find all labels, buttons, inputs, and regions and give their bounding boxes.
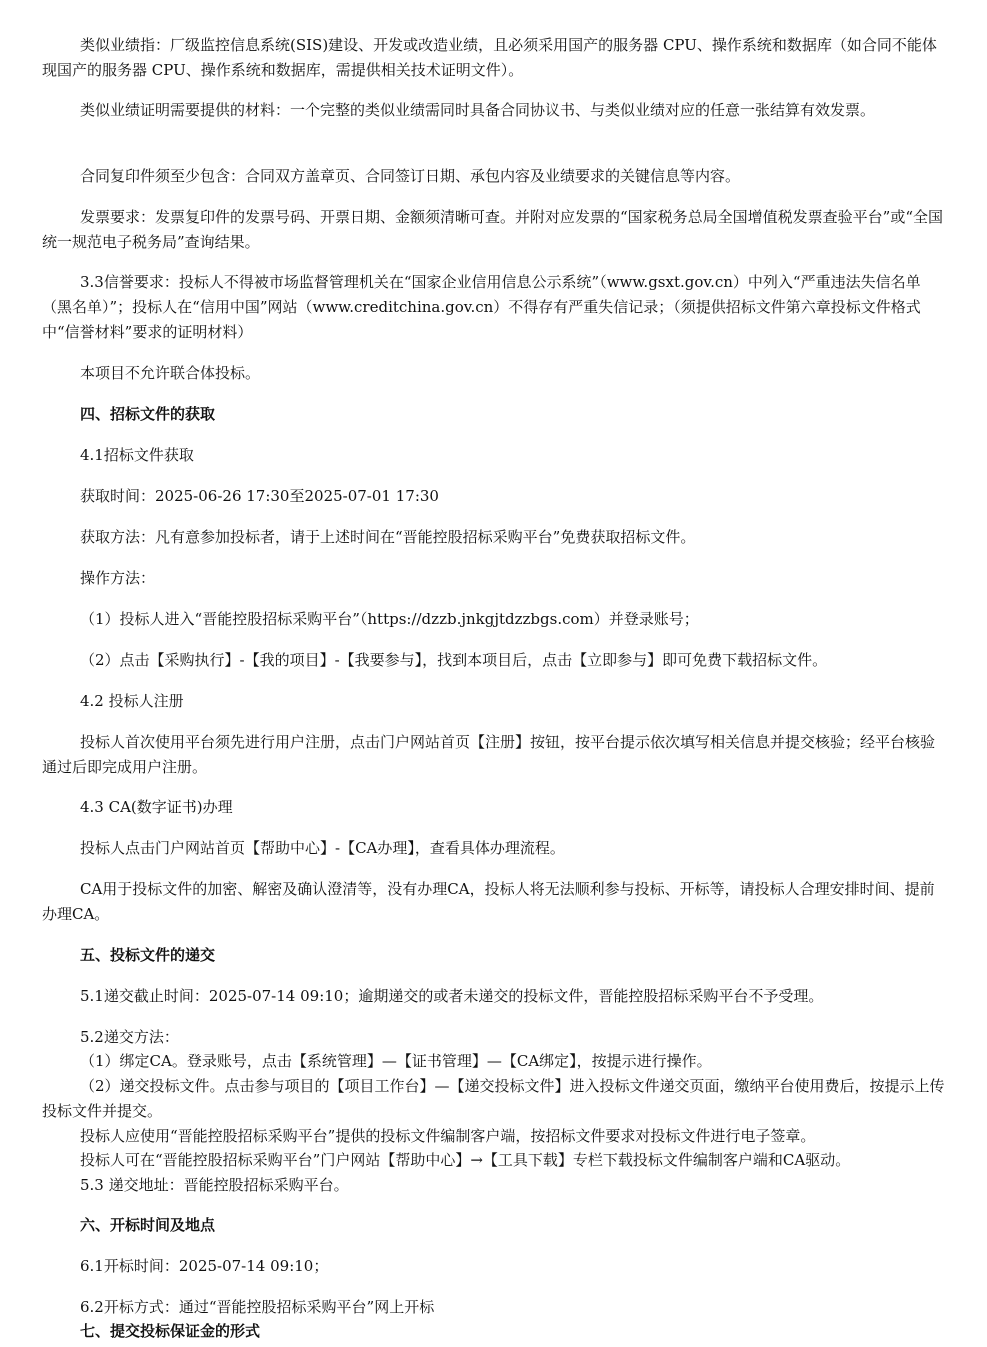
paragraph-invoice-requirements: 发票要求：发票复印件的发票号码、开票日期、金额须清晰可查。并附对应发票的“国家税务总局全国增值税发票查验平台”或“全国统一规范电子税务局”查询结果。 bbox=[42, 208, 944, 251]
heading-section-7: 七、提交投标保证金的形式 bbox=[80, 1322, 261, 1340]
paragraph-registration: 投标人首次使用平台须先进行用户注册，点击门户网站首页【注册】按钮，按平台提示依次填写相关信息并提交核验；经平台核验通过后即完成用户注册。 bbox=[42, 733, 936, 776]
paragraph-acquisition-method: 获取方法：凡有意参加投标者，请于上述时间在“晋能控股招标采购平台”免费获取招标文件。 bbox=[80, 528, 696, 546]
paragraph-performance-proof-materials: 类似业绩证明需要提供的材料：一个完整的类似业绩需同时具备合同协议书、与类似业绩对应的任意一张结算有效发票。 bbox=[80, 101, 876, 119]
paragraph-ca-process: 投标人点击门户网站首页【帮助中心】-【CA办理】，查看具体办理流程。 bbox=[80, 839, 565, 857]
subheading-4-3: 4.3 CA(数字证书)办理 bbox=[80, 798, 233, 816]
paragraph-tool-download: 投标人可在“晋能控股招标采购平台”门户网站【帮助中心】→【工具下载】专栏下载投标文件编制客户端和CA驱动。 bbox=[80, 1151, 851, 1169]
heading-section-6: 六、开标时间及地点 bbox=[80, 1216, 216, 1234]
paragraph-operation-method: 操作方法： bbox=[80, 569, 156, 587]
paragraph-opening-time: 6.1开标时间：2025-07-14 09:10； bbox=[80, 1257, 329, 1275]
paragraph-submission-deadline: 5.1递交截止时间：2025-07-14 09:10；逾期递交的或者未递交的投标文件，晋能控股招标采购平台不予受理。 bbox=[80, 987, 824, 1005]
paragraph-client-signature: 投标人应使用“晋能控股招标采购平台”提供的投标文件编制客户端，按招标文件要求对投标文件进行电子签章。 bbox=[80, 1127, 816, 1145]
paragraph-acquisition-time: 获取时间：2025-06-26 17:30至2025-07-01 17:30 bbox=[80, 487, 439, 505]
paragraph-bind-ca: （1）绑定CA。登录账号，点击【系统管理】—【证书管理】—【CA绑定】，按提示进行操作。 bbox=[80, 1052, 712, 1070]
paragraph-submit-bid: （2）递交投标文件。点击参与项目的【项目工作台】—【递交投标文件】进入投标文件递交页面，缴纳平台使用费后，按提示上传投标文件并提交。 bbox=[42, 1077, 945, 1120]
paragraph-no-consortium: 本项目不允许联合体投标。 bbox=[80, 364, 261, 382]
paragraph-step-1-login: （1）投标人进入“晋能控股招标采购平台”（https://dzzb.jnkgjtdzzbgs.com）并登录账号； bbox=[80, 610, 699, 628]
paragraph-credit-requirements: 3.3信誉要求：投标人不得被市场监督管理机关在“国家企业信用信息公示系统”（www.gsxt.gov.cn）中列入“严重违法失信名单（黑名单）”；投标人在“信用中国”网站（www.creditchina.gov.cn）不得存有严重失信记录；（须提供招标文件第六章投标文件格式中“信誉材料”要求的证明材料） bbox=[42, 273, 921, 341]
paragraph-similar-performance-definition: 类似业绩指：厂级监控信息系统(SIS)建设、开发或改造业绩，且必须采用国产的服务器 CPU、操作系统和数据库（如合同不能体现国产的服务器 CPU、操作系统和数据库，需提供相关技术证明文件）。 bbox=[42, 36, 937, 79]
heading-section-5: 五、投标文件的递交 bbox=[80, 946, 216, 964]
subheading-5-2: 5.2递交方法： bbox=[80, 1028, 179, 1046]
paragraph-contract-copy-requirements: 合同复印件须至少包含：合同双方盖章页、合同签订日期、承包内容及业绩要求的关键信息等内容。 bbox=[80, 167, 741, 185]
heading-section-4: 四、招标文件的获取 bbox=[80, 405, 216, 423]
subheading-4-2: 4.2 投标人注册 bbox=[80, 692, 184, 710]
paragraph-step-2-download: （2）点击【采购执行】-【我的项目】-【我要参与】，找到本项目后，点击【立即参与】即可免费下载招标文件。 bbox=[80, 651, 828, 669]
paragraph-submission-address: 5.3 递交地址：晋能控股招标采购平台。 bbox=[80, 1176, 349, 1194]
paragraph-opening-method: 6.2开标方式：通过“晋能控股招标采购平台”网上开标 bbox=[80, 1298, 435, 1316]
paragraph-ca-usage: CA用于投标文件的加密、解密及确认澄清等，没有办理CA，投标人将无法顺利参与投标、开标等，请投标人合理安排时间、提前办理CA。 bbox=[42, 880, 935, 923]
subheading-4-1: 4.1招标文件获取 bbox=[80, 446, 194, 464]
